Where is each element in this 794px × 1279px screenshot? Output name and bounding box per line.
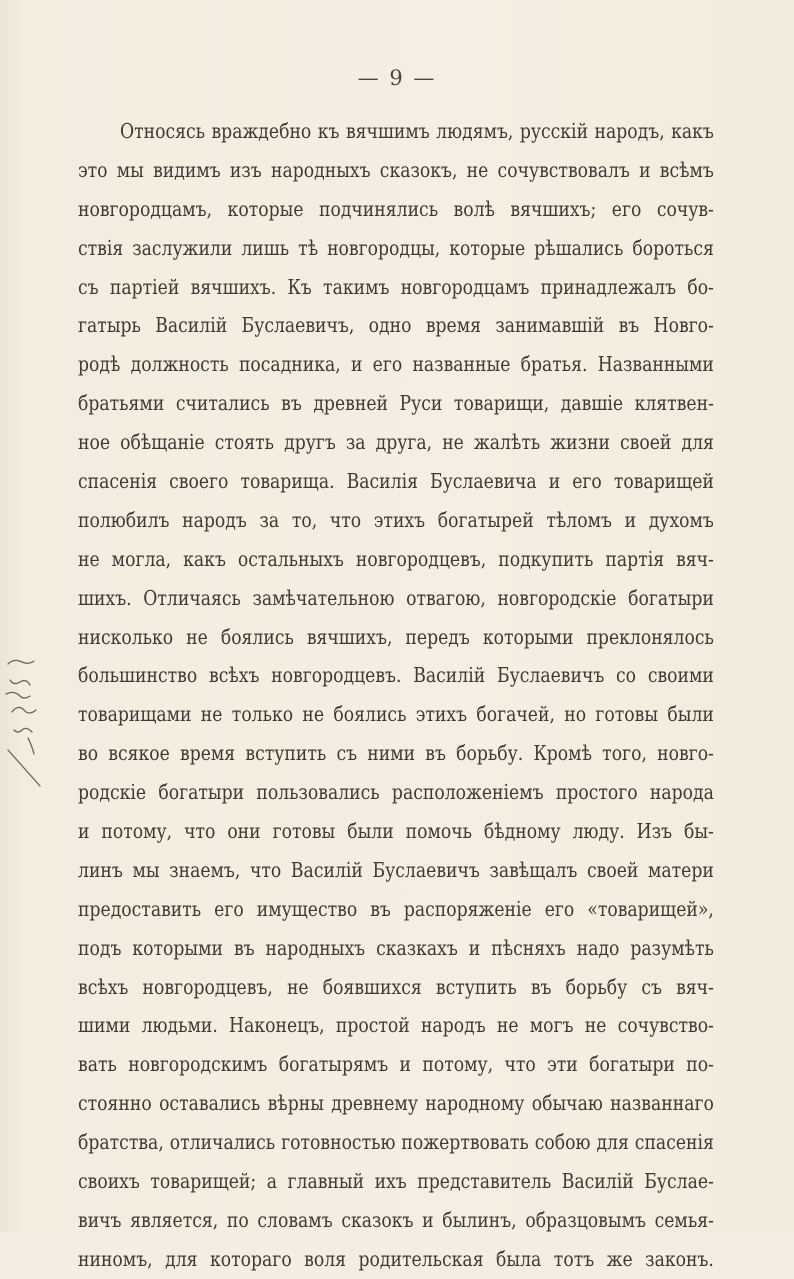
text-line: товарищами не только не боялись этихъ богачей, но готовы были xyxy=(78,702,714,727)
text-line: подъ которыми въ народныхъ сказкахъ и пѣсняхъ надо разумѣть xyxy=(78,935,714,960)
body-text xyxy=(78,112,714,1279)
text-line: ное обѣщаніе стоять другъ за друга, не жалѣть жизни своей для xyxy=(78,430,714,455)
text-line: гатырь Василій Буслаевичъ, одно время занимавшій въ Новго- xyxy=(78,313,714,338)
page-number: — 9 — xyxy=(357,66,437,90)
text-line: братьями считались въ древней Руси товарищи, давшіе клятвен- xyxy=(78,391,714,416)
text-line: съ партіей вячшихъ. Къ такимъ новгородцамъ принадлежалъ бо- xyxy=(78,274,714,299)
text-line: предоставить его имущество въ распоряженіе его «товарищей», xyxy=(78,896,714,921)
text-line: новгородцамъ, которые подчинялись волѣ вячшихъ; его сочув- xyxy=(78,196,714,221)
margin-scribble-marks xyxy=(0,650,60,790)
text-line: ниномъ, для котораго воля родительская была тотъ же законъ. xyxy=(78,1246,714,1271)
text-line: стоянно оставались вѣрны древнему народному обычаю названнаго xyxy=(78,1091,714,1116)
text-line: во всякое время вступить съ ними въ борьбу. Кромѣ того, новго- xyxy=(78,741,714,766)
text-line: не могла, какъ остальныхъ новгородцевъ, подкупить партія вяч- xyxy=(78,546,714,571)
text-line: линъ мы знаемъ, что Василій Буслаевичъ завѣщалъ своей матери xyxy=(78,857,714,882)
text-line: и потому, что они готовы были помочь бѣдному люду. Изъ бы- xyxy=(78,819,714,844)
text-line: это мы видимъ изъ народныхъ сказокъ, не сочувствовалъ и всѣмъ xyxy=(78,157,714,182)
text-line: родѣ должность посадника, и его названные братья. Названными xyxy=(78,352,714,377)
text-line: всѣхъ новгородцевъ, не боявшихся вступить въ борьбу съ вяч- xyxy=(78,974,714,999)
text-line: Относясь враждебно къ вячшимъ людямъ, русскій народъ, какъ xyxy=(120,119,714,143)
text-line: нисколько не боялись вячшихъ, передъ которыми преклонялось xyxy=(78,624,714,649)
text-line: вать новгородскимъ богатырямъ и потому, что эти богатыри по- xyxy=(78,1052,714,1077)
text-line: большинство всѣхъ новгородцевъ. Василій Буслаевичъ со своими xyxy=(78,663,714,688)
text-line: своихъ товарищей; а главный ихъ представитель Василій Буслае- xyxy=(78,1169,714,1194)
text-line: вичъ является, по словамъ сказокъ и былинъ, образцовымъ семья- xyxy=(78,1207,714,1232)
text-line: полюбилъ народъ за то, что этихъ богатырей тѣломъ и духомъ xyxy=(78,507,714,532)
text-line: родскіе богатыри пользовались расположеніемъ простого народа xyxy=(78,780,714,805)
text-line: спасенія своего товарища. Василія Буслаевича и его товарищей xyxy=(78,469,714,494)
text-line: братства, отличались готовностью пожертвовать собою для спасенія xyxy=(78,1130,714,1155)
text-line: шихъ. Отличаясь замѣчательною отвагою, новгородскіе богатыри xyxy=(78,585,714,610)
text-line: ствія заслужили лишь тѣ новгородцы, которые рѣшались бороться xyxy=(78,235,714,260)
text-line: шими людьми. Наконецъ, простой народъ не могъ не сочувство- xyxy=(78,1013,714,1038)
